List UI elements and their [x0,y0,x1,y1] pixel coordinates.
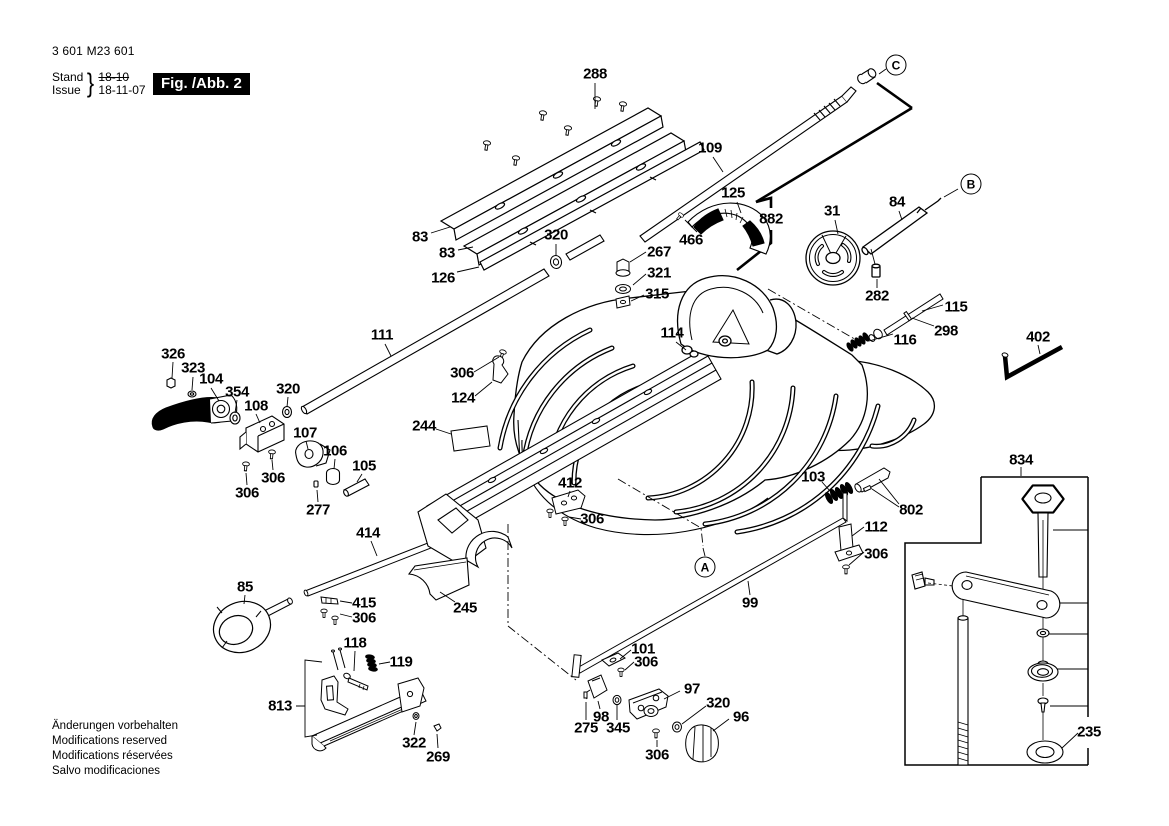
part-label-412: 412 [558,474,582,492]
part-label-306: 306 [580,510,604,528]
part-label-124: 124 [451,389,475,407]
ref-circle-c: C [886,55,907,76]
part-label-306: 306 [261,469,285,487]
part-label-813: 813 [268,697,292,715]
part-label-306: 306 [235,484,259,502]
part-label-119: 119 [389,653,413,671]
brace-glyph: } [87,68,95,98]
stand-label: Stand [52,69,84,84]
stand-value: 18-10 [98,69,130,84]
part-label-466: 466 [679,231,703,249]
inset-box-834 [905,477,1088,765]
part-label-282: 282 [865,287,889,305]
part-label-306: 306 [634,653,658,671]
part-label-298: 298 [934,322,958,340]
part-label-103: 103 [801,468,825,486]
part-label-96: 96 [733,708,749,726]
title-block [52,44,146,99]
shaft-115-group [846,294,1062,377]
part-label-322: 322 [402,734,426,752]
part-label-320: 320 [706,694,730,712]
rod-99-group [572,493,847,762]
part-label-244: 244 [412,417,436,435]
part-label-31: 31 [824,202,840,220]
knob-85-group [206,593,338,661]
part-label-107: 107 [293,424,317,442]
part-label-245: 245 [453,599,477,617]
handwheel-group [806,198,941,285]
part-label-125: 125 [721,184,745,202]
part-label-288: 288 [583,65,607,83]
modification-notes [52,719,178,779]
part-label-321: 321 [647,264,671,282]
part-label-115: 115 [944,298,968,316]
part-label-98: 98 [593,708,609,726]
modification-note-line: Salvo modificaciones [52,765,161,777]
modification-note-line: Modifications réservées [52,750,173,762]
part-label-354: 354 [225,383,249,401]
part-label-267: 267 [647,243,671,261]
part-label-83: 83 [439,244,455,262]
part-label-306: 306 [645,746,669,764]
stand-issue-block [52,68,146,99]
part-label-402: 402 [1026,328,1050,346]
part-label-882: 882 [759,210,783,228]
document-number: 3 601 M23 601 [52,44,135,58]
part-label-415: 415 [352,594,376,612]
part-label-84: 84 [889,193,905,211]
part-label-105: 105 [352,457,376,475]
part-label-269: 269 [426,748,450,766]
guard-plate-245 [409,558,469,600]
blade-housing [678,276,796,358]
part-label-97: 97 [684,680,700,698]
ref-circle-a: A [695,557,716,578]
figure-number-box: Fig. /Abb. 2 [153,73,250,95]
part-label-111: 111 [370,326,394,344]
part-label-326: 326 [161,345,185,363]
part-label-108: 108 [244,397,268,415]
part-label-99: 99 [742,594,758,612]
part-label-275: 275 [574,719,598,737]
ref-circle-b: B [961,174,982,195]
part-label-85: 85 [237,578,253,596]
part-label-126: 126 [431,269,455,287]
part-label-323: 323 [181,359,205,377]
part-label-315: 315 [645,285,669,303]
part-label-320: 320 [276,380,300,398]
fence-group [441,108,704,270]
issue-label: Issue [52,82,81,97]
part-label-112: 112 [864,518,888,536]
part-label-83: 83 [412,228,428,246]
part-label-277: 277 [306,501,330,519]
part-label-306: 306 [450,364,474,382]
part-label-235: 235 [1077,723,1101,741]
part-label-834: 834 [1009,451,1033,469]
part-label-306: 306 [352,609,376,627]
part-label-118: 118 [343,634,367,652]
part-label-802: 802 [899,501,923,519]
support-813-group [312,648,441,751]
modification-note-line: Modifications reserved [52,735,168,747]
issue-value: 18-11-07 [98,82,146,97]
part-label-414: 414 [356,524,380,542]
part-label-320: 320 [544,226,568,244]
part-label-101: 101 [631,640,655,658]
part-label-109: 109 [698,139,722,157]
nut-stack [616,259,631,308]
part-label-306: 306 [864,545,888,563]
part-label-345: 345 [606,719,630,737]
part-label-114: 114 [660,324,684,342]
part-label-104: 104 [199,370,223,388]
modification-note-line: Änderungen vorbehalten [52,720,178,732]
part-label-116: 116 [893,331,917,349]
part-label-106: 106 [323,442,347,460]
